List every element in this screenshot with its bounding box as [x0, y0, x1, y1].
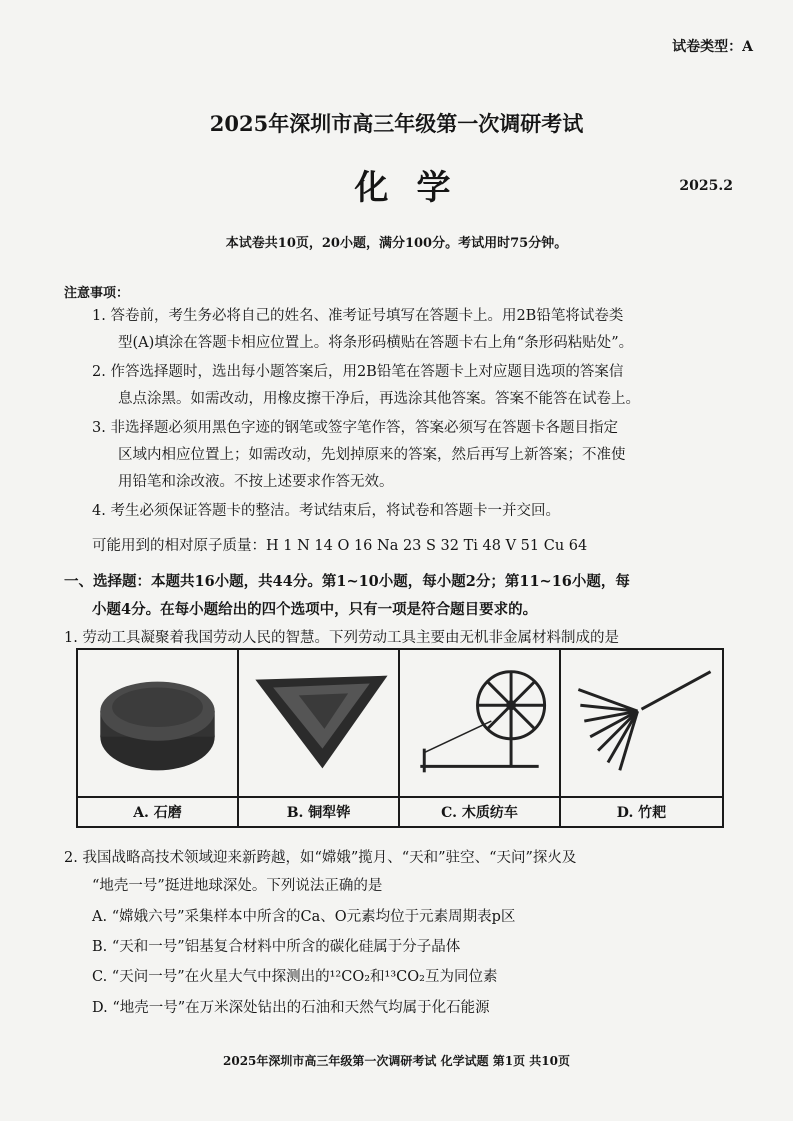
section-1-line-1: 一、选择题：本题共16小题，共44分。第1~10小题，每小题2分；第11~16小题，每 [64, 573, 630, 590]
notice-item-3-line-2: 区域内相应位置上；如需改动，先划掉原来的答案，然后再写上新答案；不准使 [118, 447, 626, 463]
question-2-option-d: D. “地壳一号”在万米深处钻出的石油和天然气均属于化石能源 [92, 1000, 490, 1016]
copper-plowshare-icon [239, 650, 398, 796]
subject-title: 化学 [354, 168, 479, 208]
notice-item-1-line-2: 型(A)填涂在答题卡相应位置上。将条形码横贴在答题卡右上角“条形码粘贴处”。 [118, 335, 634, 351]
atomic-masses: 可能用到的相对原子质量：H 1 N 14 O 16 Na 23 S 32 Ti 48 V 51 Cu 64 [92, 538, 588, 554]
paper-type-label: 试卷类型：A [672, 39, 753, 55]
exam-date: 2025.2 [679, 178, 733, 194]
option-d-image [561, 650, 722, 796]
question-1-stem: 1. 劳动工具凝聚着我国劳动人民的智慧。下列劳动工具主要由无机非金属材料制成的是 [64, 630, 619, 646]
question-2-option-b: B. “天和一号”铝基复合材料中所含的碳化硅属于分子晶体 [92, 939, 461, 955]
notice-item-3-line-3: 用铅笔和涂改液。不按上述要求作答无效。 [118, 474, 394, 490]
option-a-caption: A. 石磨 [78, 796, 239, 826]
option-c-caption: C. 木质纺车 [400, 796, 561, 826]
paper-info: 本试卷共10页，20小题，满分100分。考试用时75分钟。 [225, 236, 568, 251]
question-1-options-table [76, 648, 724, 828]
section-1-line-2: 小题4分。在每小题给出的四个选项中，只有一项是符合题目要求的。 [92, 601, 538, 618]
option-b-image [239, 650, 400, 796]
question-2-stem-line-1: 2. 我国战略高技术领域迎来新跨越，如“嫦娥”揽月、“天和”驻空、“天问”探火及 [64, 850, 577, 866]
option-c-image [400, 650, 561, 796]
option-a-image [78, 650, 239, 796]
notice-item-4-line-1: 4. 考生必须保证答题卡的整洁。考试结束后，将试卷和答题卡一并交回。 [92, 503, 560, 519]
notice-item-1-line-1: 1. 答卷前，考生务必将自己的姓名、准考证号填写在答题卡上。用2B铅笔将试卷类 [92, 308, 624, 324]
millstone-icon [78, 650, 237, 796]
notice-item-3-line-1: 3. 非选择题必须用黑色字迹的钢笔或签字笔作答，答案必须写在答题卡各题目指定 [92, 420, 618, 436]
question-2-stem-line-2: “地壳一号”挺进地球深处。下列说法正确的是 [92, 878, 383, 894]
question-2-option-c: C. “天问一号”在火星大气中探测出的¹²CO₂和¹³CO₂互为同位素 [92, 969, 498, 985]
option-d-caption: D. 竹耙 [561, 796, 722, 826]
notice-item-2-line-2: 息点涂黑。如需改动，用橡皮擦干净后，再选涂其他答案。答案不能答在试卷上。 [118, 391, 640, 407]
spinning-wheel-icon [400, 650, 559, 796]
question-2-option-a: A. “嫦娥六号”采集样本中所含的Ca、O元素均位于元素周期表p区 [92, 909, 516, 925]
notice-heading: 注意事项： [64, 286, 130, 301]
bamboo-rake-icon [561, 650, 722, 796]
option-b-caption: B. 铜犁铧 [239, 796, 400, 826]
notice-item-2-line-1: 2. 作答选择题时，选出每小题答案后，用2B铅笔在答题卡上对应题目选项的答案信 [92, 364, 624, 380]
exam-title: 2025年深圳市高三年级第一次调研考试 [209, 111, 584, 136]
page-footer: 2025年深圳市高三年级第一次调研考试 化学试题 第1页 共10页 [223, 1054, 570, 1068]
